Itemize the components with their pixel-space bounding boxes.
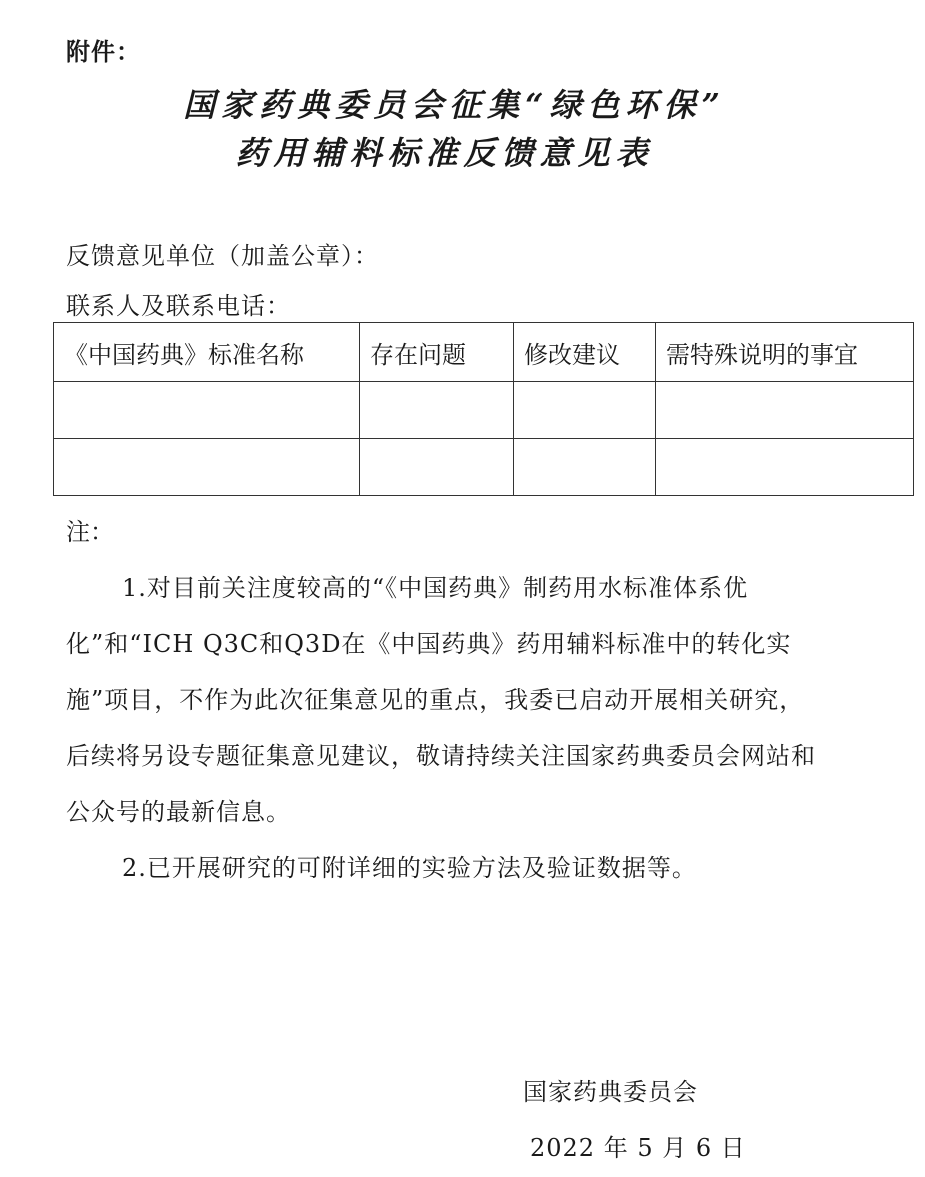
note-item-2: 2.已开展研究的可附详细的实验方法及验证数据等。 (122, 854, 697, 882)
form-title-line-1: 国家药典委员会征集“绿色环保” (183, 86, 726, 124)
attachment-label: 附件： (66, 38, 141, 66)
feedback-table (53, 322, 914, 496)
table-cell[interactable] (360, 382, 514, 439)
table-cell[interactable] (54, 439, 360, 496)
table-cell[interactable] (514, 439, 656, 496)
column-header-special-notes: 需特殊说明的事宜 (656, 323, 914, 382)
signature-organization: 国家药典委员会 (523, 1078, 698, 1106)
notes-body (66, 560, 826, 896)
notes-label: 注： (66, 518, 114, 546)
note-item-1: 1.对目前关注度较高的“《中国药典》制药用水标准体系优化”和“ICH Q3C和Q3D在《中国药典》药用辅料标准中的转化实施”项目，不作为此次征集意见的重点，我委已启动开展相关研究，后续将另设专题征集意见建议，敬请持续关注国家药典委员会网站和公众号的最新信息。 (66, 574, 816, 826)
table-cell[interactable] (656, 382, 914, 439)
contact-label: 联系人及联系电话： (66, 292, 291, 320)
signature-date: 2022 年 5 月 6 日 (530, 1134, 746, 1162)
table-cell[interactable] (54, 382, 360, 439)
table-cell[interactable] (360, 439, 514, 496)
column-header-suggestions: 修改建议 (514, 323, 656, 382)
column-header-standard-name: 《中国药典》标准名称 (54, 323, 360, 382)
column-header-problems: 存在问题 (360, 323, 514, 382)
feedback-unit-label: 反馈意见单位（加盖公章）： (66, 242, 379, 270)
table-cell[interactable] (656, 439, 914, 496)
form-title-line-2: 药用辅料标准反馈意见表 (235, 134, 654, 172)
table-header-row (54, 323, 914, 382)
table-row (54, 382, 914, 439)
table-cell[interactable] (514, 382, 656, 439)
table-row (54, 439, 914, 496)
